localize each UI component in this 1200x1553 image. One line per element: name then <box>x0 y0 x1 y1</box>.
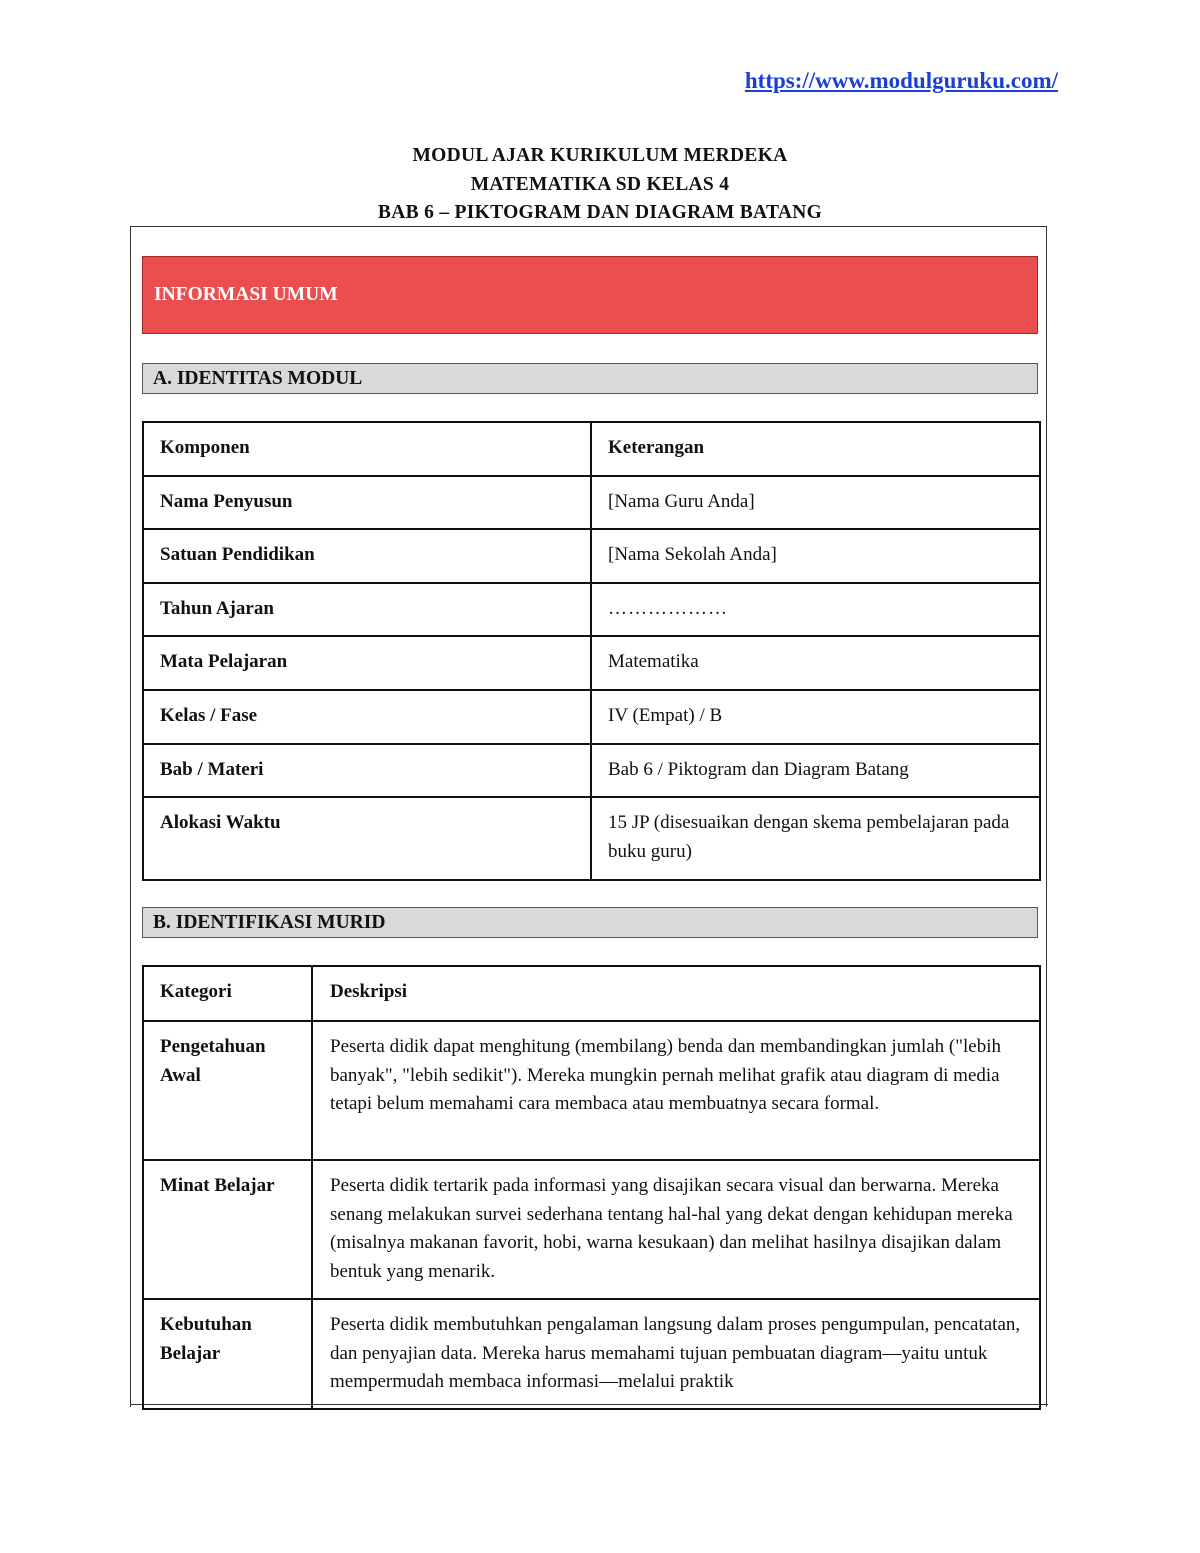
table-row <box>143 1021 1040 1160</box>
section-a-heading: A. IDENTITAS MODUL <box>142 363 1038 394</box>
table-row <box>143 690 1040 744</box>
section-b-heading: B. IDENTIFIKASI MURID <box>142 907 1038 938</box>
row-value: ……………… <box>591 583 1040 637</box>
table-header-cell: Kategori <box>143 966 312 1021</box>
row-value: IV (Empat) / B <box>591 690 1040 744</box>
row-label: Kelas / Fase <box>143 690 591 744</box>
row-label: Nama Penyusun <box>143 476 591 530</box>
row-label: Satuan Pendidikan <box>143 529 591 583</box>
row-label: Tahun Ajaran <box>143 583 591 637</box>
row-label: Mata Pelajaran <box>143 636 591 690</box>
title-line-3: BAB 6 – PIKTOGRAM DAN DIAGRAM BATANG <box>377 202 823 223</box>
table-row <box>143 1299 1040 1409</box>
row-label: Kebutuhan Belajar <box>143 1299 312 1409</box>
table-row <box>143 529 1040 583</box>
table-row <box>143 636 1040 690</box>
table-row <box>143 583 1040 637</box>
identitas-modul-table <box>142 421 1041 881</box>
title-line-1: MODUL AJAR KURIKULUM MERDEKA <box>412 145 788 166</box>
row-value: Peserta didik dapat menghitung (membilang) benda dan membandingkan jumlah ("lebih banyak", "lebih sedikit"). Mereka mungkin pernah melihat grafik atau diagram di media tetapi belum memahami cara membaca atau membuatnya secara formal. <box>312 1021 1040 1160</box>
row-value: [Nama Sekolah Anda] <box>591 529 1040 583</box>
row-value: [Nama Guru Anda] <box>591 476 1040 530</box>
table-row <box>143 744 1040 798</box>
row-label: Pengetahuan Awal <box>143 1021 312 1160</box>
document-title <box>0 142 1200 228</box>
row-label: Bab / Materi <box>143 744 591 798</box>
row-label: Alokasi Waktu <box>143 797 591 880</box>
row-value: 15 JP (disesuaikan dengan skema pembelajaran pada buku guru) <box>591 797 1040 880</box>
table-header-row <box>143 966 1040 1021</box>
table-header-row <box>143 422 1040 476</box>
row-label: Minat Belajar <box>143 1160 312 1299</box>
identifikasi-murid-table <box>142 965 1041 1410</box>
row-value: Peserta didik tertarik pada informasi yang disajikan secara visual dan berwarna. Mereka senang melakukan survei sederhana tentang hal-hal yang dekat dengan kehidupan mereka (misalnya makanan favorit, hobi, warna kesukaan) dan melihat hasilnya disajikan dalam bentuk yang menarik. <box>312 1160 1040 1299</box>
table-header-cell: Keterangan <box>591 422 1040 476</box>
section-banner: INFORMASI UMUM <box>142 256 1038 334</box>
row-value: Matematika <box>591 636 1040 690</box>
table-header-cell: Komponen <box>143 422 591 476</box>
website-link[interactable]: https://www.modulguruku.com/ <box>744 68 1058 93</box>
row-value: Bab 6 / Piktogram dan Diagram Batang <box>591 744 1040 798</box>
table-row <box>143 797 1040 880</box>
table-row <box>143 1160 1040 1299</box>
title-line-2: MATEMATIKA SD KELAS 4 <box>470 173 730 195</box>
table-row <box>143 476 1040 530</box>
row-value: Peserta didik membutuhkan pengalaman langsung dalam proses pengumpulan, pencatatan, dan penyajian data. Mereka harus memahami tujuan pembuatan diagram—yaitu untuk mempermudah membaca informasi—melalui praktik <box>312 1299 1040 1409</box>
table-header-cell: Deskripsi <box>312 966 1040 1021</box>
